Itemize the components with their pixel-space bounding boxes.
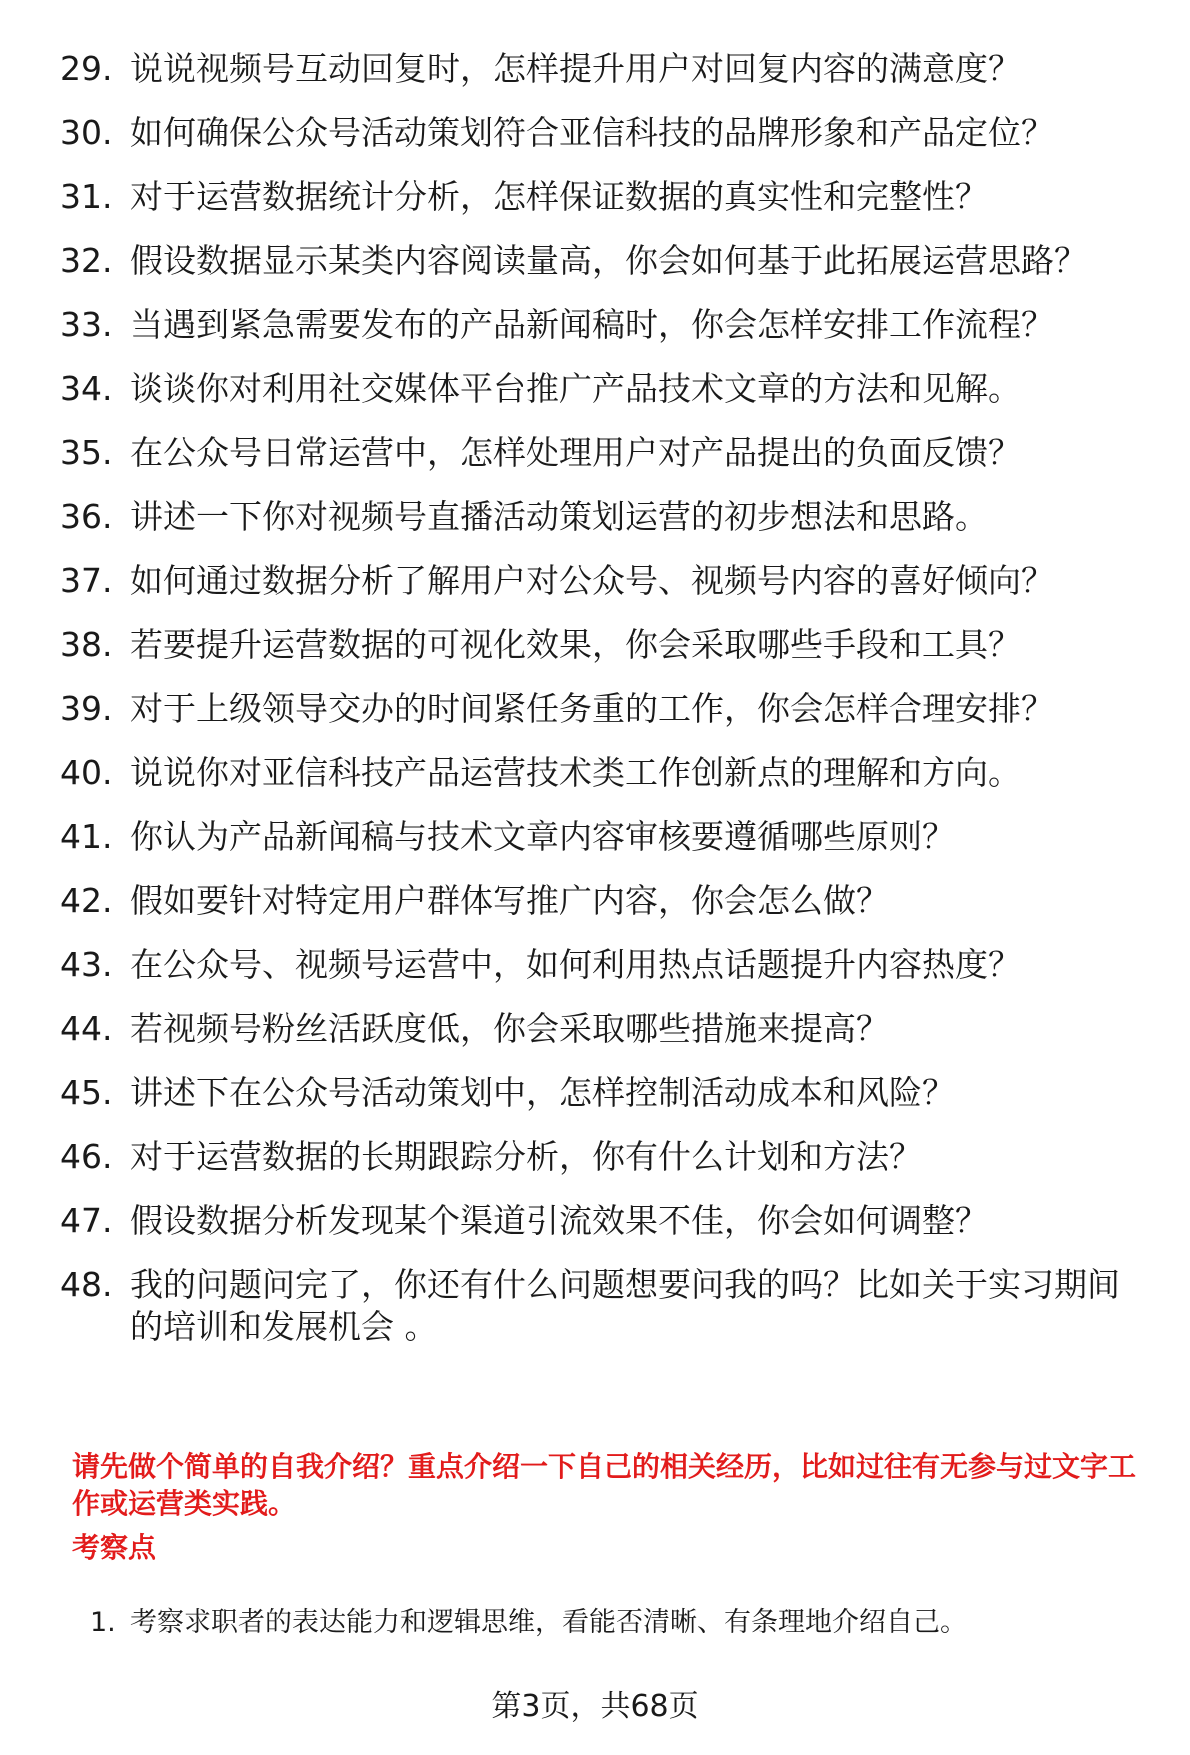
question-text: 假设数据显示某类内容阅读量高，你会如何基于此拓展运营思路？ bbox=[130, 241, 1087, 280]
question-text: 若视频号粉丝活跃度低，你会采取哪些措施来提高？ bbox=[130, 1009, 889, 1048]
question-item bbox=[0, 560, 1190, 602]
question-number: 41. bbox=[60, 817, 113, 856]
question-item bbox=[0, 688, 1190, 730]
question-text: 你认为产品新闻稿与技术文章内容审核要遵循哪些原则？ bbox=[130, 817, 955, 856]
question-item bbox=[0, 1136, 1190, 1178]
evaluation-point bbox=[90, 1605, 967, 1641]
question-number: 38. bbox=[60, 625, 113, 664]
question-text: 若要提升运营数据的可视化效果，你会采取哪些手段和工具？ bbox=[130, 625, 1021, 664]
question-text: 我的问题问完了，你还有什么问题想要问我的吗？比如关于实习期间的培训和发展机会 。 bbox=[130, 1265, 1120, 1346]
question-number: 36. bbox=[60, 497, 113, 536]
question-text: 说说你对亚信科技产品运营技术类工作创新点的理解和方向。 bbox=[130, 753, 1021, 792]
evaluation-points-label: 考察点 bbox=[72, 1531, 157, 1564]
question-number: 46. bbox=[60, 1137, 113, 1176]
question-item bbox=[0, 432, 1190, 474]
question-list bbox=[0, 48, 1190, 1370]
question-text: 谈谈你对利用社交媒体平台推广产品技术文章的方法和见解。 bbox=[130, 369, 1021, 408]
question-number: 39. bbox=[60, 689, 113, 728]
question-text: 如何确保公众号活动策划符合亚信科技的品牌形象和产品定位？ bbox=[130, 113, 1054, 152]
question-item bbox=[0, 1200, 1190, 1242]
question-number: 48. bbox=[60, 1265, 113, 1304]
evaluation-point-text: 考察求职者的表达能力和逻辑思维，看能否清晰、有条理地介绍自己。 bbox=[130, 1607, 967, 1638]
question-text: 对于运营数据的长期跟踪分析，你有什么计划和方法？ bbox=[130, 1137, 922, 1176]
question-text: 讲述下在公众号活动策划中，怎样控制活动成本和风险？ bbox=[130, 1073, 955, 1112]
question-number: 37. bbox=[60, 561, 113, 600]
question-text: 说说视频号互动回复时，怎样提升用户对回复内容的满意度？ bbox=[130, 49, 1021, 88]
question-text: 当遇到紧急需要发布的产品新闻稿时，你会怎样安排工作流程？ bbox=[130, 305, 1054, 344]
question-number: 47. bbox=[60, 1201, 113, 1240]
question-item bbox=[0, 880, 1190, 922]
question-number: 44. bbox=[60, 1009, 113, 1048]
question-text: 在公众号日常运营中，怎样处理用户对产品提出的负面反馈？ bbox=[130, 433, 1021, 472]
question-item bbox=[0, 304, 1190, 346]
question-number: 33. bbox=[60, 305, 113, 344]
question-number: 29. bbox=[60, 49, 113, 88]
question-item bbox=[0, 752, 1190, 794]
question-text: 在公众号、视频号运营中，如何利用热点话题提升内容热度？ bbox=[130, 945, 1021, 984]
question-number: 35. bbox=[60, 433, 113, 472]
question-text: 如何通过数据分析了解用户对公众号、视频号内容的喜好倾向？ bbox=[130, 561, 1054, 600]
question-item bbox=[0, 816, 1190, 858]
question-text: 对于运营数据统计分析，怎样保证数据的真实性和完整性？ bbox=[130, 177, 988, 216]
question-item bbox=[0, 176, 1190, 218]
question-item bbox=[0, 496, 1190, 538]
question-item bbox=[0, 1264, 1190, 1348]
question-text: 讲述一下你对视频号直播活动策划运营的初步想法和思路。 bbox=[130, 497, 988, 536]
question-number: 32. bbox=[60, 241, 113, 280]
question-item bbox=[0, 368, 1190, 410]
question-text: 假设数据分析发现某个渠道引流效果不佳，你会如何调整？ bbox=[130, 1201, 988, 1240]
answer-question-heading: 请先做个简单的自我介绍？重点介绍一下自己的相关经历，比如过往有无参与过文字工作或运营类实践。 bbox=[72, 1450, 1137, 1520]
question-number: 42. bbox=[60, 881, 113, 920]
question-item bbox=[0, 240, 1190, 282]
question-item bbox=[0, 1072, 1190, 1114]
question-number: 43. bbox=[60, 945, 113, 984]
question-number: 34. bbox=[60, 369, 113, 408]
question-item bbox=[0, 944, 1190, 986]
question-item bbox=[0, 1008, 1190, 1050]
question-number: 30. bbox=[60, 113, 113, 152]
question-text: 假如要针对特定用户群体写推广内容，你会怎么做？ bbox=[130, 881, 889, 920]
question-number: 45. bbox=[60, 1073, 113, 1112]
question-number: 40. bbox=[60, 753, 113, 792]
question-item bbox=[0, 624, 1190, 666]
question-item bbox=[0, 112, 1190, 154]
question-number: 31. bbox=[60, 177, 113, 216]
question-item bbox=[0, 48, 1190, 90]
evaluation-point-number: 1. bbox=[90, 1607, 116, 1638]
question-text: 对于上级领导交办的时间紧任务重的工作，你会怎样合理安排？ bbox=[130, 689, 1054, 728]
page-number: 第3页，共68页 bbox=[491, 1689, 699, 1724]
